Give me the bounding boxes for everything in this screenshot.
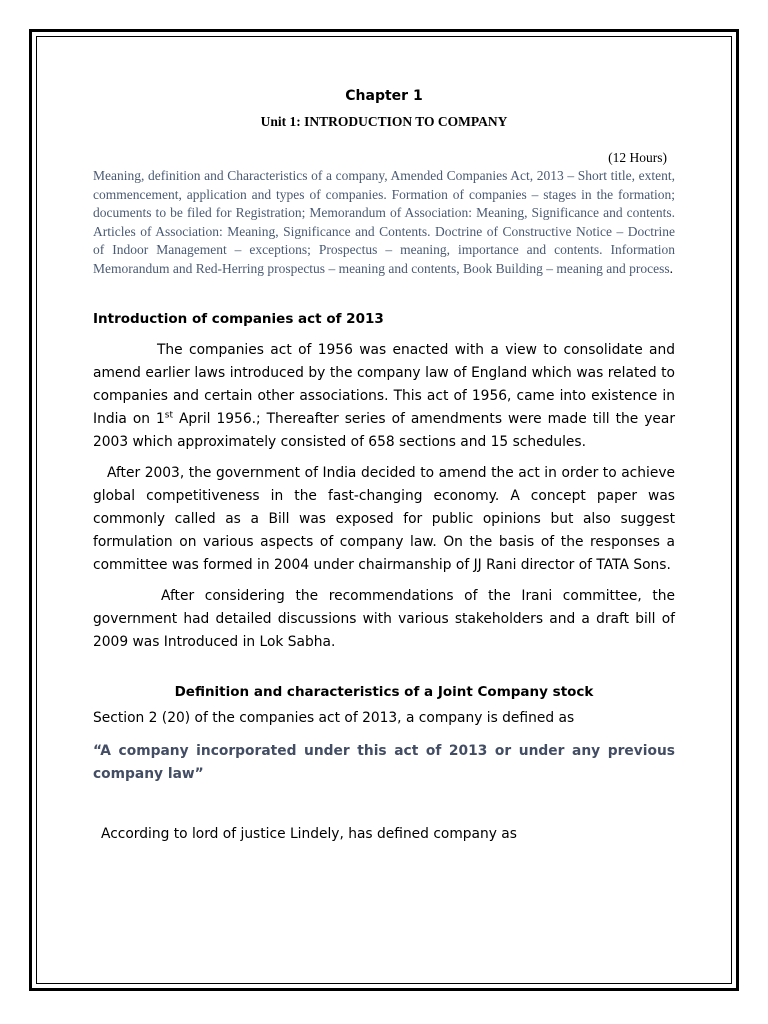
paragraph-1-sup: st: [164, 409, 173, 420]
syllabus-text: [93, 167, 675, 279]
document-page: [93, 88, 675, 842]
paragraph-2: After 2003, the government of India decided to amend the act in order to achieve global competitiveness in the fast-changing economy. A concept paper was commonly called as a Bill was exposed for public opinions but also suggest formulation on various aspects of company law. On the basis of the responses a committee was formed in 2004 under chairmanship of JJ Rani director of TATA Sons.: [93, 464, 675, 573]
chapter-title: Chapter 1: [345, 88, 423, 104]
hours-label: (12 Hours): [608, 150, 667, 165]
syllabus-body: Meaning, definition and Characteristics of a company, Amended Companies Act, 2013 – Short title, extent, commencement, application and types of companies. Formation of companies – stages in the formation; documents to be filed for Registration; Memorandum of Association: Meaning, Significance and contents. Articles of Association: Meaning, Significance and Contents. Doctrine of Constructive Notice – Doctrine of Indoor Management – exceptions; Prospectus – meaning, importance and contents. Information Memorandum and Red-Herring prospectus – meaning and contents, Book Building – meaning and process: [93, 168, 675, 276]
unit-title: Unit 1: INTRODUCTION TO COMPANY: [260, 114, 508, 129]
paragraph-1-part2: April 1956.; Thereafter series of amendments were made till the year 2003 which approximately consisted of 658 sections and 15 schedules.: [93, 410, 675, 450]
paragraph-1: [93, 339, 675, 454]
section-heading-definition: Definition and characteristics of a Joint Company stock: [174, 683, 594, 700]
paragraph-1-part1: The companies act of 1956 was enacted with a view to consolidate and amend earlier laws introduced by the company law of England which was related to companies and certain other associations. This act of 1956, came into existence in India on 1: [93, 341, 675, 427]
definition-quote: “A company incorporated under this act of 2013 or under any previous company law”: [93, 742, 675, 782]
section-heading-intro: Introduction of companies act of 2013: [93, 310, 384, 327]
syllabus-end: .: [669, 260, 674, 276]
according-line: According to lord of justice Lindely, has defined company as: [101, 825, 517, 842]
section-definition-line: Section 2 (20) of the companies act of 2013, a company is defined as: [93, 709, 575, 726]
paragraph-3: After considering the recommendations of the Irani committee, the government had detailed discussions with various stakeholders and a draft bill of 2009 was Introduced in Lok Sabha.: [93, 587, 675, 650]
